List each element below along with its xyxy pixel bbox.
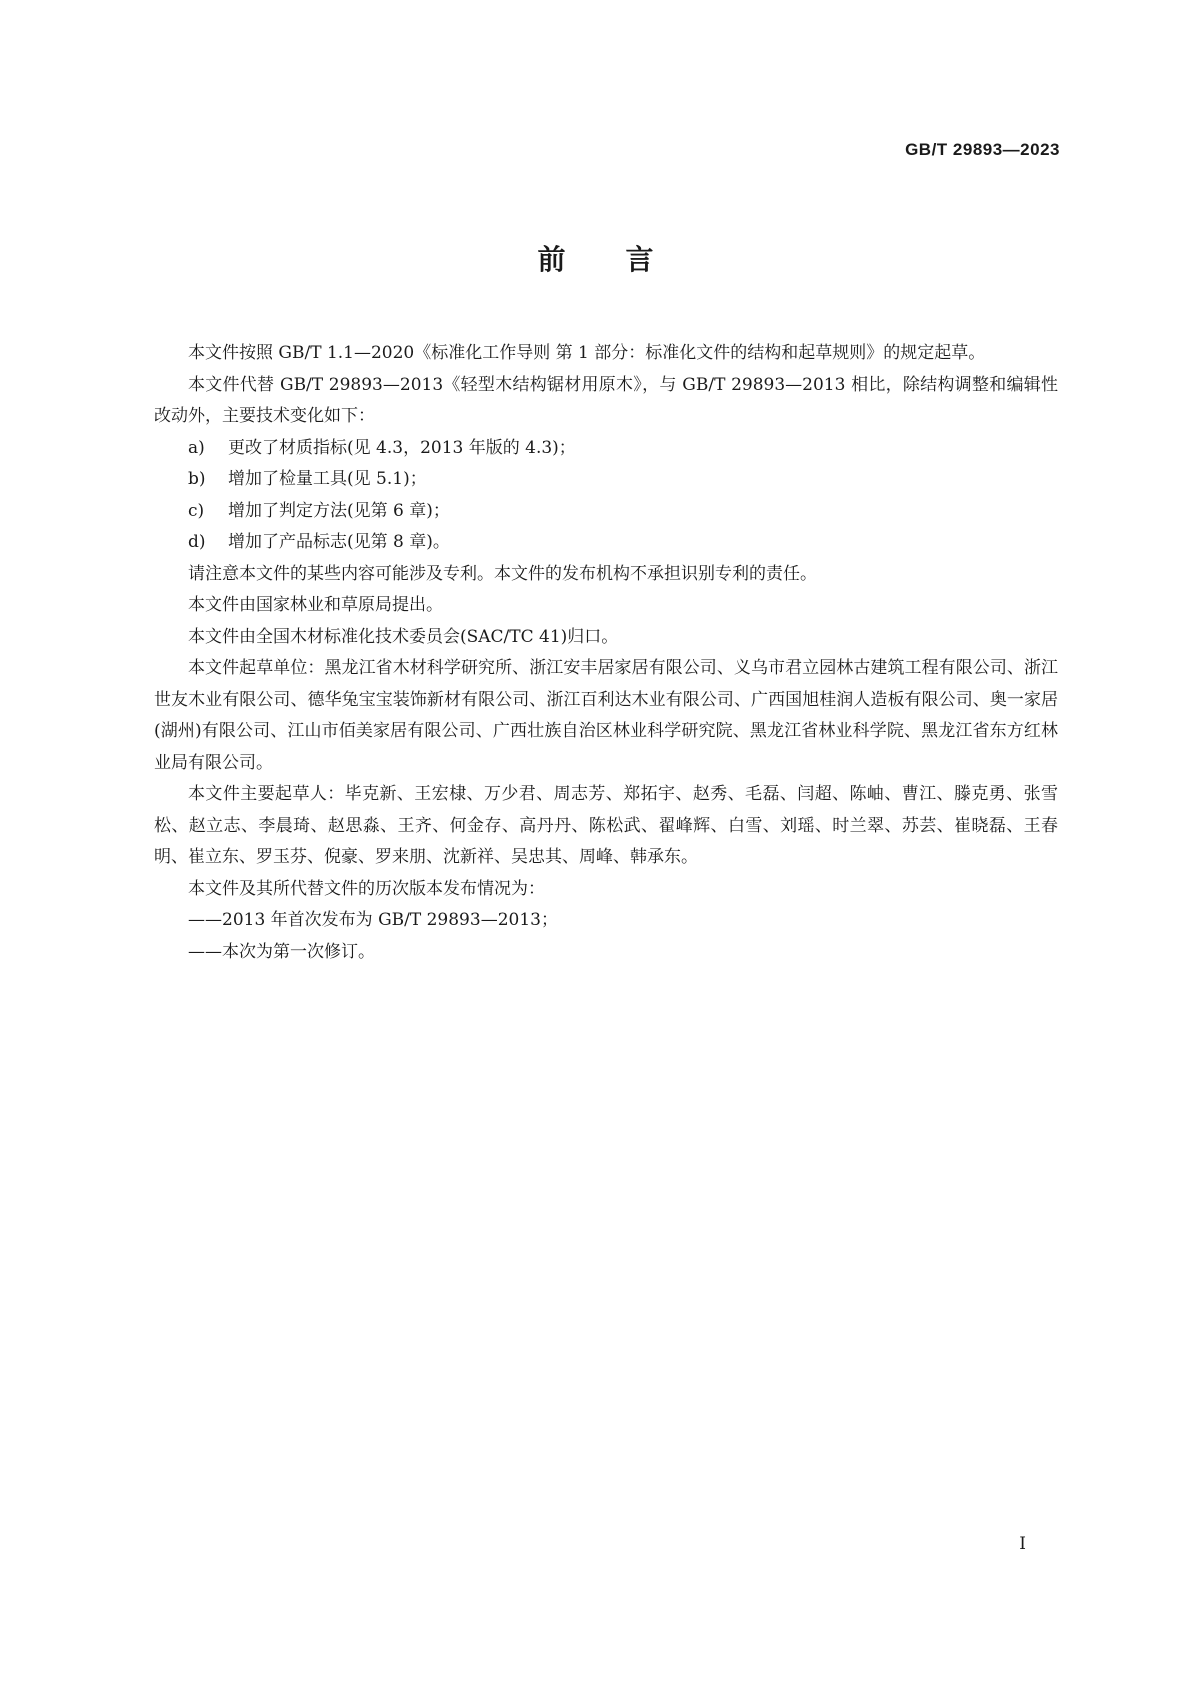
paragraph-administrator: 本文件由全国木材标准化技术委员会(SAC/TC 41)归口。 [188, 626, 619, 647]
paragraph-patent-notice: 请注意本文件的某些内容可能涉及专利。本文件的发布机构不承担识别专利的责任。 [188, 563, 817, 584]
list-item-marker: a) [188, 437, 205, 458]
list-item [154, 464, 1058, 496]
list-item [154, 527, 1058, 559]
paragraph-proposer: 本文件由国家林业和草原局提出。 [188, 595, 443, 615]
list-item [154, 496, 1058, 528]
paragraph-drafting-rules: 本文件按照 GB/T 1.1—2020《标准化工作导则 第 1 部分：标准化文件的结构和起草规则》的规定起草。 [188, 343, 986, 363]
list-item-text: 增加了产品标志(见第 8 章)。 [228, 532, 450, 552]
list-item [154, 433, 1058, 465]
foreword-body [154, 338, 1058, 968]
list-item-text: 增加了判定方法(见第 6 章)； [228, 500, 450, 521]
paragraph-replacement: 本文件代替 GB/T 29893—2013《轻型木结构锯材用原木》，与 GB/T 29893—2013 相比，除结构调整和编辑性改动外，主要技术变化如下： [154, 374, 1058, 426]
paragraph-drafters: 本文件主要起草人：毕克新、王宏棣、万少君、周志芳、郑拓宇、赵秀、毛磊、闫超、陈岫、曹江、滕克勇、张雪松、赵立志、李晨琦、赵思淼、王齐、何金存、高丹丹、陈松武、翟峰辉、白雪、刘瑶、时兰翠、苏芸、崔晓磊、王春明、崔立东、罗玉芬、倪豪、罗来朋、沈新祥、吴忠其、周峰、韩承东。 [154, 784, 1058, 867]
list-item-text: 更改了材质指标(见 4.3，2013 年版的 4.3)； [228, 437, 576, 458]
list-item-text: 增加了检量工具(见 5.1)； [228, 469, 427, 489]
page-title: 前言 [537, 243, 714, 276]
standard-code: GB/T 29893—2023 [905, 140, 1060, 159]
page-number: I [1019, 1534, 1026, 1554]
list-item-marker: c) [188, 500, 205, 521]
paragraph-drafting-units: 本文件起草单位：黑龙江省木材科学研究所、浙江安丰居家居有限公司、义乌市君立园林古建筑工程有限公司、浙江世友木业有限公司、德华兔宝宝装饰新材有限公司、浙江百利达木业有限公司、广西国旭桂润人造板有限公司、奥一家居(湖州)有限公司、江山市佰美家居有限公司、广西壮族自治区林业科学研究院、黑龙江省林业科学院、黑龙江省东方红林业局有限公司。 [154, 658, 1058, 773]
list-item-marker: b) [188, 469, 206, 489]
paragraph-history-intro: 本文件及其所代替文件的历次版本发布情况为： [188, 878, 545, 899]
history-entry: ——2013 年首次发布为 GB/T 29893—2013； [188, 910, 558, 930]
history-entry: ——本次为第一次修订。 [188, 941, 375, 962]
list-item-marker: d) [188, 532, 206, 552]
